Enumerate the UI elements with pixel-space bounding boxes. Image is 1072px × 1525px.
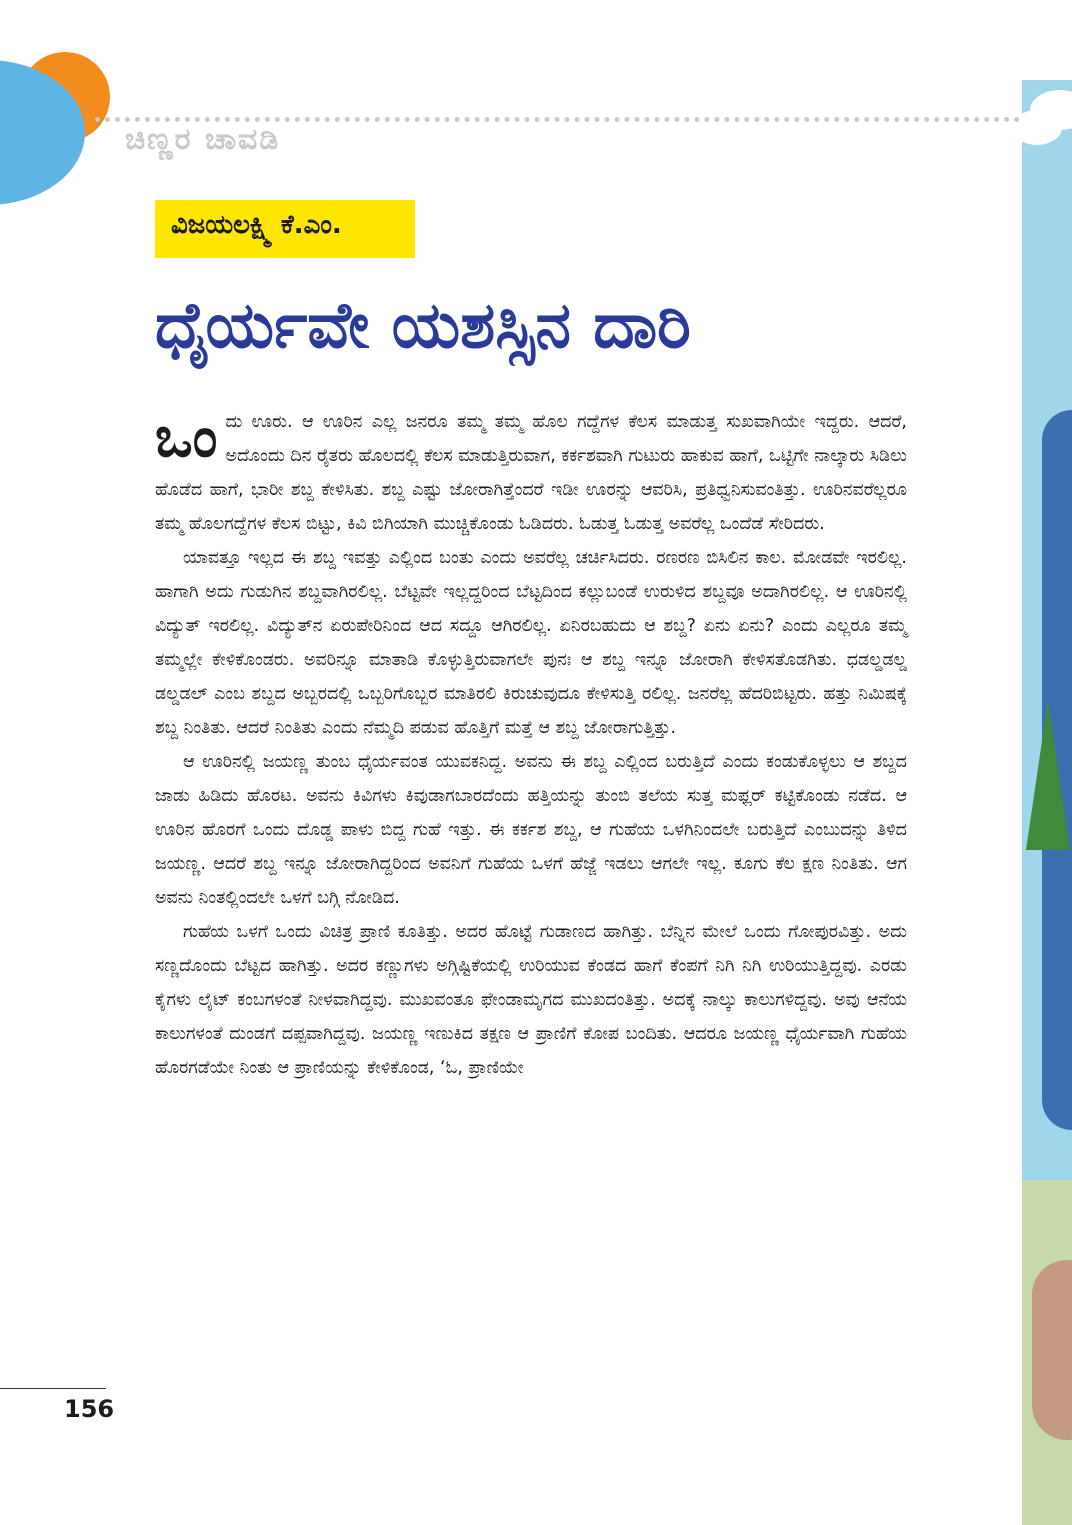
article-body [155, 405, 907, 1085]
article-title: ಧೈರ್ಯವೇ ಯಶಸ್ಸಿನ ದಾರಿ [155, 289, 691, 363]
cloud-shape [1022, 110, 1062, 145]
paragraph-2: ಯಾವತ್ತೂ ಇಲ್ಲದ ಈ ಶಬ್ದ ಇವತ್ತು ಎಲ್ಲಿಂದ ಬಂತು ಎಂದು ಅವರೆಲ್ಲ ಚರ್ಚಿಸಿದರು. ರಣರಣ ಬಿಸಿಲಿನ ಕಾಲ. ಮೋಡವೇ ಇರಲಿಲ್ಲ. ಹಾಗಾಗಿ ಅದು ಗುಡುಗಿನ ಶಬ್ದವಾಗಿರಲಿಲ್ಲ. ಬೆಟ್ಟವೇ ಇಲ್ಲದ್ದರಿಂದ ಬೆಟ್ಟದಿಂದ ಕಲ್ಲುಬಂಡೆ ಉರುಳಿದ ಶಬ್ದವೂ ಅದಾಗಿರಲಿಲ್ಲ. ಆ ಊರಿನಲ್ಲಿ ವಿದ್ಯುತ್ ಇರಲಿಲ್ಲ. ವಿದ್ಯುತ್‌ನ ಏರುಪೇರಿನಿಂದ ಆದ ಸದ್ದೂ ಆಗಿರಲಿಲ್ಲ. ಏನಿರಬಹುದು ಆ ಶಬ್ದ? ಏನು ಏನು? ಎಂದು ಎಲ್ಲರೂ ತಮ್ಮ ತಮ್ಮಲ್ಲೇ ಕೇಳಿಕೊಂಡರು. ಅವರಿನ್ನೂ ಮಾತಾಡಿ ಕೊಳ್ಳುತ್ತಿರುವಾಗಲೇ ಪುನಃ ಆ ಶಬ್ದ ಇನ್ನೂ ಜೋರಾಗಿ ಕೇಳಿಸತೊಡಗಿತು. ಧಡಲ್ಡಡಲ್ಡ ಡಲ್ಡಡಲ್ ಎಂಬ ಶಬ್ದದ ಅಬ್ಬರದಲ್ಲಿ ಒಬ್ಬರಿಗೊಬ್ಬರ ಮಾತಿರಲಿ ಕಿರುಚುವುದೂ ಕೇಳಿಸುತ್ತಿ ರಲಿಲ್ಲ. ಜನರೆಲ್ಲ ಹೆದರಿಬಿಟ್ಟರು. ಹತ್ತು ನಿಮಿಷಕ್ಕೆ ಶಬ್ದ ನಿಂತಿತು. ಆದರೆ ನಿಂತಿತು ಎಂದು ನೆಮ್ಮದಿ ಪಡುವ ಹೊತ್ತಿಗೆ ಮತ್ತೆ ಆ ಶಬ್ದ ಜೋರಾಗುತ್ತಿತ್ತು. [155, 548, 907, 738]
rock-shape [1032, 1260, 1072, 1440]
page-number: 156 [64, 1395, 115, 1423]
side-illustration [1022, 80, 1072, 1525]
paragraph-1 [155, 405, 907, 541]
paragraph-4: ಗುಹೆಯ ಒಳಗೆ ಒಂದು ವಿಚಿತ್ರ ಪ್ರಾಣಿ ಕೂತಿತ್ತು. ಅದರ ಹೊಟ್ಟೆ ಗುಡಾಣದ ಹಾಗಿತ್ತು. ಬೆನ್ನಿನ ಮೇಲೆ ಒಂದು ಗೋಪುರವಿತ್ತು. ಅದು ಸಣ್ಣದೊಂದು ಬೆಟ್ಟದ ಹಾಗಿತ್ತು. ಅದರ ಕಣ್ಣುಗಳು ಅಗ್ಗಿಷ್ಟಿಕೆಯಲ್ಲಿ ಉರಿಯುವ ಕೆಂಡದ ಹಾಗೆ ಕೆಂಪಗೆ ನಿಗಿ ನಿಗಿ ಉರಿಯುತ್ತಿದ್ದವು. ಎರಡು ಕೈಗಳು ಲೈಟ್ ಕಂಬಗಳಂತೆ ನೀಳವಾಗಿದ್ದವು. ಮುಖವಂತೂ ಫೇಂಡಾಮೃಗದ ಮುಖದಂತಿತ್ತು. ಅದಕ್ಕೆ ನಾಲ್ಕು ಕಾಲುಗಳಿದ್ದವು. ಅವು ಆನೆಯ ಕಾಲುಗಳಂತೆ ದುಂಡಗೆ ದಪ್ಪವಾಗಿದ್ದವು. ಜಯಣ್ಣ ಇಣುಕಿದ ತಕ್ಷಣ ಆ ಪ್ರಾಣಿಗೆ ಕೋಪ ಬಂದಿತು. ಆದರೂ ಜಯಣ್ಣ ಧೈರ್ಯವಾಗಿ ಗುಹೆಯ ಹೊರಗಡೆಯೇ ನಿಂತು ಆ ಪ್ರಾಣಿಯನ್ನು ಕೇಳಿಕೊಂಡ, ‘ಓ, ಪ್ರಾಣಿಯೇ [155, 922, 907, 1078]
tree-shape [1026, 700, 1070, 850]
drop-cap: ಒಂ [155, 405, 218, 470]
section-title: ಚಿಣ್ಣರ ಚಾವಡಿ [125, 122, 281, 157]
paragraph-3: ಆ ಊರಿನಲ್ಲಿ ಜಯಣ್ಣ ತುಂಬ ಧೈರ್ಯವಂತ ಯುವಕನಿದ್ದ. ಅವನು ಈ ಶಬ್ದ ಎಲ್ಲಿಂದ ಬರುತ್ತಿದೆ ಎಂದು ಕಂಡುಕೊಳ್ಳಲು ಆ ಶಬ್ದದ ಜಾಡು ಹಿಡಿದು ಹೊರಟ. ಅವನು ಕಿವಿಗಳು ಕಿವುಡಾಗಬಾರದೆಂದು ಹತ್ತಿಯನ್ನು ತುಂಬಿ ತಲೆಯ ಸುತ್ತ ಮಫ್ಲರ್ ಕಟ್ಟಿಕೊಂಡು ನಡೆದ. ಆ ಊರಿನ ಹೊರಗೆ ಒಂದು ದೊಡ್ಡ ಪಾಳು ಬಿದ್ದ ಗುಹೆ ಇತ್ತು. ಈ ಕರ್ಕಶ ಶಬ್ದ, ಆ ಗುಹೆಯ ಒಳಗಿನಿಂದಲೇ ಬರುತ್ತಿದೆ ಎಂಬುದನ್ನು ತಿಳಿದ ಜಯಣ್ಣ. ಆದರೆ ಶಬ್ದ ಇನ್ನೂ ಜೋರಾಗಿದ್ದರಿಂದ ಅವನಿಗೆ ಗುಹೆಯ ಒಳಗೆ ಹೆಜ್ಜೆ ಇಡಲು ಆಗಲೇ ಇಲ್ಲ. ಕೂಗು ಕೆಲ ಕ್ಷಣ ನಿಂತಿತು. ಆಗ ಅವನು ನಿಂತಲ್ಲಿಂದಲೇ ಒಳಗೆ ಬಗ್ಗಿ ನೋಡಿದ. [155, 752, 907, 908]
footer-rule [0, 1388, 106, 1389]
paragraph-text: ದು ಊರು. ಆ ಊರಿನ ಎಲ್ಲ ಜನರೂ ತಮ್ಮ ತಮ್ಮ ಹೊಲ ಗದ್ದೆಗಳ ಕೆಲಸ ಮಾಡುತ್ತ ಸುಖವಾಗಿಯೇ ಇದ್ದರು. ಆದರೆ, ಅದೊಂದು ದಿನ ರೈತರು ಹೊಲದಲ್ಲಿ ಕೆಲಸ ಮಾಡುತ್ತಿರುವಾಗ, ಕರ್ಕಶವಾಗಿ ಗುಟುರು ಹಾಕುವ ಹಾಗೆ, ಒಟ್ಟಿಗೇ ನಾಲ್ಕಾರು ಸಿಡಿಲು ಹೊಡೆದ ಹಾಗೆ, ಭಾರೀ ಶಬ್ದ ಕೇಳಿಸಿತು. ಶಬ್ದ ಎಷ್ಟು ಜೋರಾಗಿತ್ತೆಂದರೆ ಇಡೀ ಊರನ್ನು ಆವರಿಸಿ, ಪ್ರತಿಧ್ವನಿಸುವಂತಿತ್ತು. ಊರಿನವರೆಲ್ಲರೂ ತಮ್ಮ ಹೊಲಗದ್ದೆಗಳ ಕೆಲಸ ಬಿಟ್ಟು, ಕಿವಿ ಬಿಗಿಯಾಗಿ ಮುಚ್ಚಿಕೊಂಡು ಓಡಿದರು. ಓಡುತ್ತ ಓಡುತ್ತ ಅವರೆಲ್ಲ ಒಂದೆಡೆ ಸೇರಿದರು. [155, 412, 907, 534]
author-name: ವಿಜಯಲಕ್ಷ್ಮಿ ಕೆ.ಎಂ. [155, 200, 415, 258]
